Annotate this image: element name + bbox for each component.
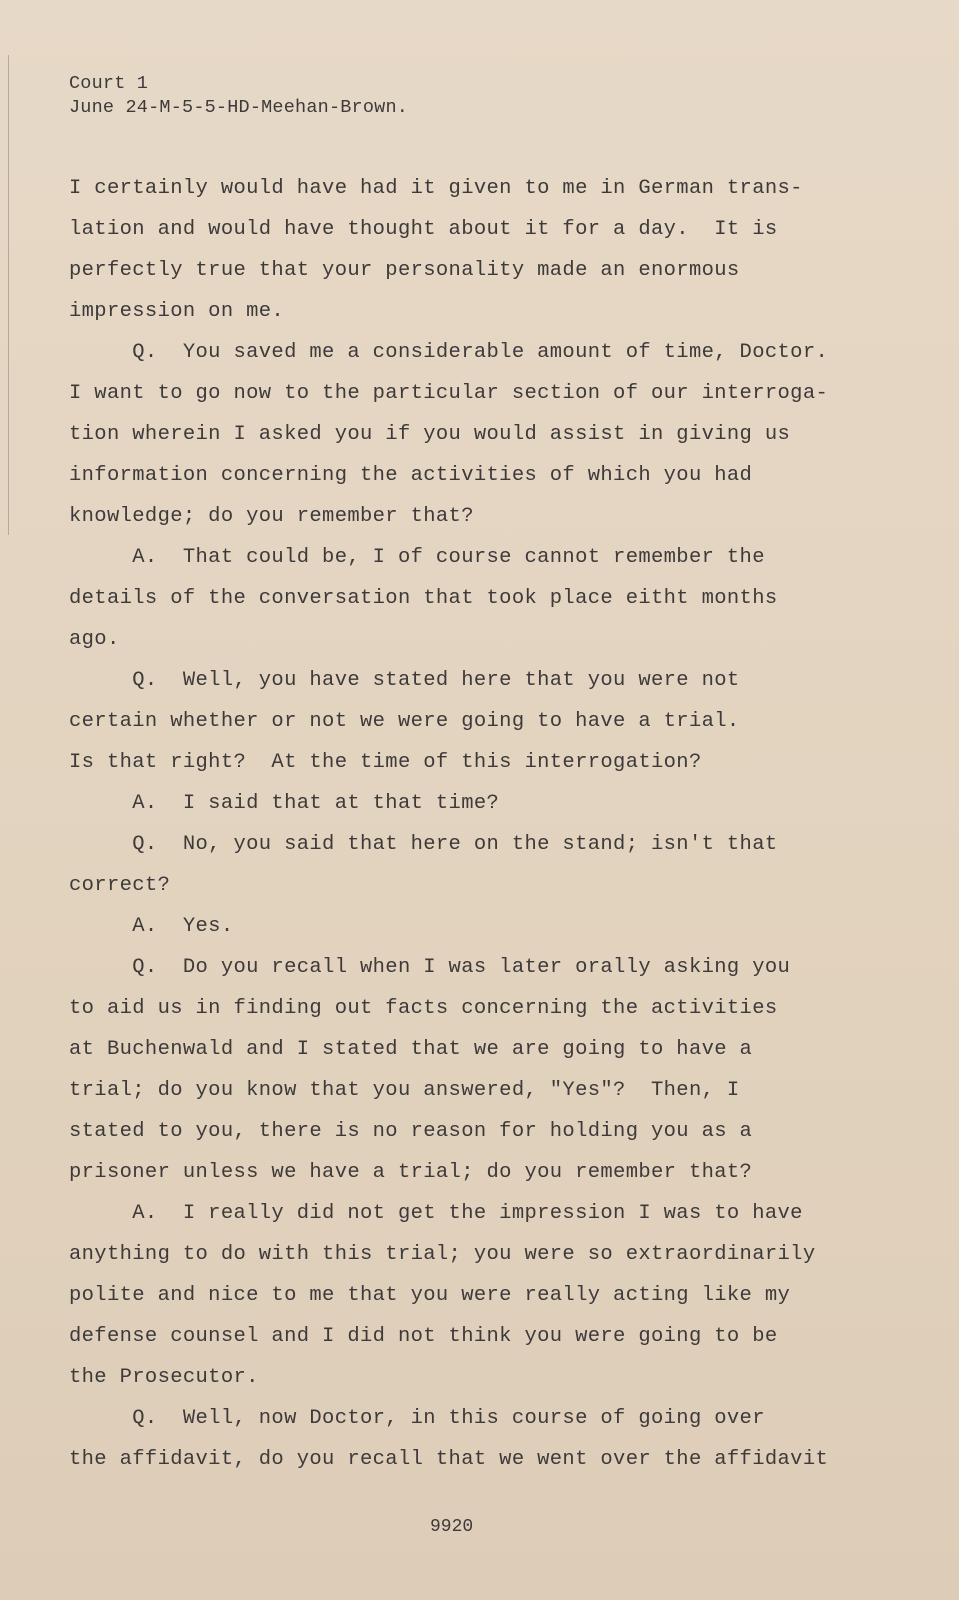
text-line: Is that right? At the time of this interrogation? — [69, 751, 702, 774]
text-line: information concerning the activities of which you had — [69, 464, 753, 487]
text-line: trial; do you know that you answered, "Yes"? Then, I — [69, 1079, 740, 1102]
text-line: impression on me. — [69, 300, 285, 323]
text-line: to aid us in finding out facts concerning the activities — [69, 997, 778, 1020]
text-line: stated to you, there is no reason for holding you as a — [69, 1120, 753, 1143]
text-line: prisoner unless we have a trial; do you remember that? — [69, 1161, 753, 1184]
text-line: I certainly would have had it given to me in German trans- — [69, 177, 803, 200]
text-line: Q. Well, you have stated here that you were not — [69, 669, 740, 692]
text-line: certain whether or not we were going to have a trial. — [69, 710, 740, 733]
text-line: Q. Do you recall when I was later orally asking you — [69, 956, 791, 979]
text-line: ago. — [69, 628, 120, 651]
text-line: tion wherein I asked you if you would assist in giving us — [69, 423, 791, 446]
text-line: polite and nice to me that you were really acting like my — [69, 1284, 791, 1307]
text-line: A. That could be, I of course cannot remember the — [69, 546, 765, 569]
text-line: A. I said that at that time? — [69, 792, 500, 815]
text-line: the Prosecutor. — [69, 1366, 259, 1389]
session-header: June 24-M-5-5-HD-Meehan-Brown. — [69, 97, 409, 118]
text-line: Q. No, you said that here on the stand; isn't that — [69, 833, 778, 856]
text-line: Q. You saved me a considerable amount of time, Doctor. — [69, 341, 829, 364]
text-line: A. Yes. — [69, 915, 234, 938]
court-header: Court 1 — [69, 73, 149, 94]
text-line: details of the conversation that took place eitht months — [69, 587, 778, 610]
margin-rule — [8, 55, 9, 535]
text-line: anything to do with this trial; you were so extraordinarily — [69, 1243, 816, 1266]
page-number: 9920 — [430, 1517, 474, 1537]
text-line: I want to go now to the particular section of our interroga- — [69, 382, 829, 405]
text-line: A. I really did not get the impression I was to have — [69, 1202, 803, 1225]
text-line: lation and would have thought about it for a day. It is — [69, 218, 778, 241]
text-line: correct? — [69, 874, 171, 897]
text-line: Q. Well, now Doctor, in this course of going over — [69, 1407, 765, 1430]
text-line: at Buchenwald and I stated that we are going to have a — [69, 1038, 753, 1061]
text-line: the affidavit, do you recall that we went over the affidavit — [69, 1448, 829, 1471]
text-line: defense counsel and I did not think you were going to be — [69, 1325, 778, 1348]
text-line: perfectly true that your personality made an enormous — [69, 259, 740, 282]
text-line: knowledge; do you remember that? — [69, 505, 474, 528]
